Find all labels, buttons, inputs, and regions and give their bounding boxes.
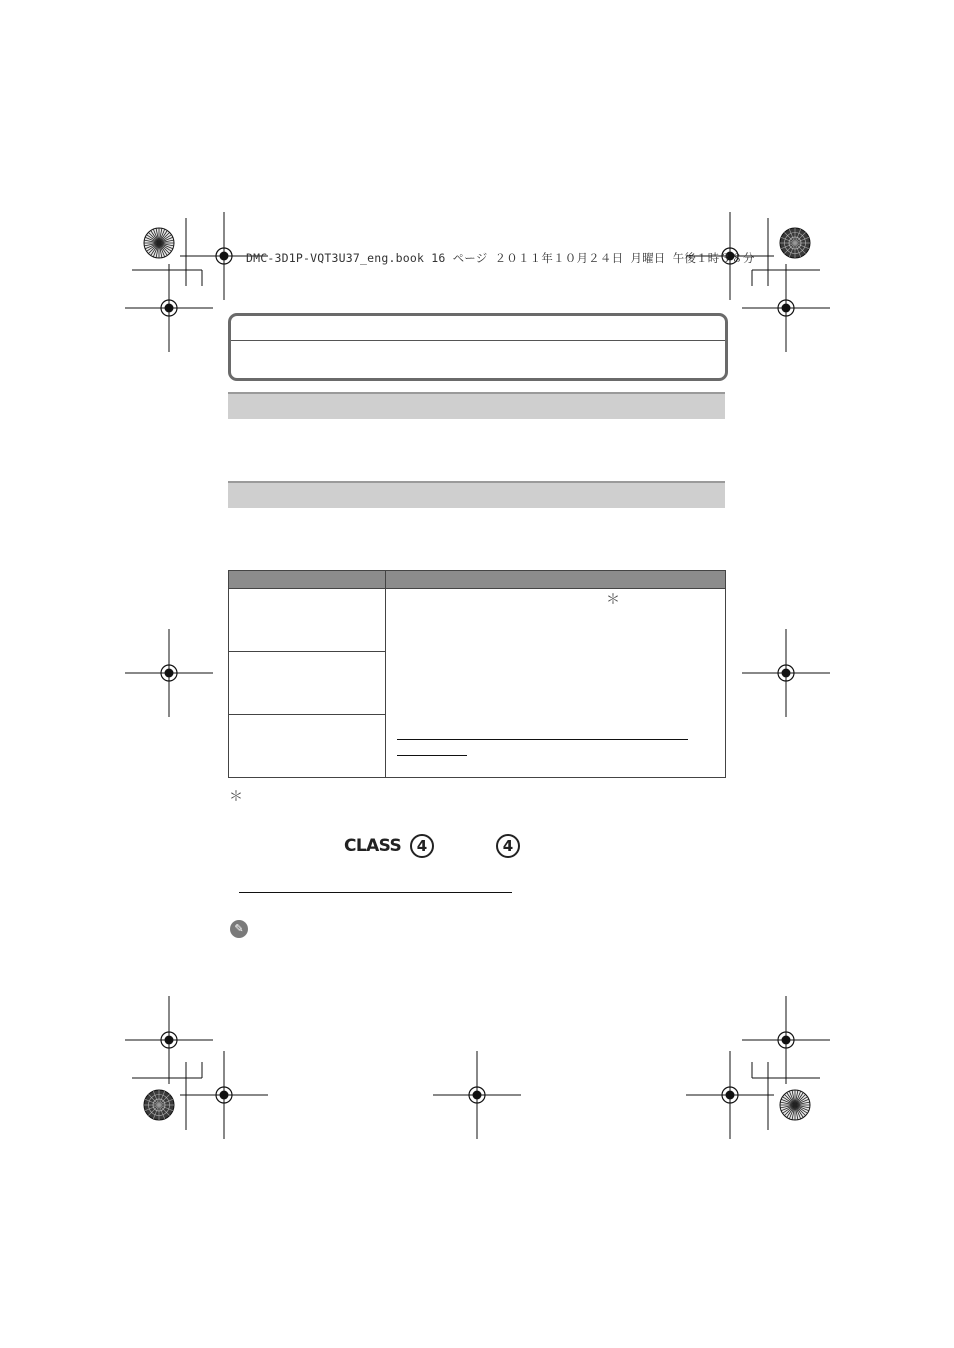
print-header-line: DMC-3D1P-VQT3U37_eng.book 16 ページ ２０１１年１０月２４日 月曜日 午後１時３８分 [246,251,755,265]
table-cell-type [229,715,386,778]
class-logo-number: 4 [410,834,434,858]
card-type-table [228,570,726,778]
website-link-underline[interactable] [239,892,512,893]
class-symbol-logo: 4 [496,834,520,858]
table-header-row [229,571,726,589]
class-logo-text: CLASS [344,836,402,856]
section-heading-band-1 [228,392,725,419]
table-row [229,589,726,652]
pencil-note-icon: ✎ [230,920,248,938]
section-heading-band-2 [228,481,725,508]
table-cell-type [229,589,386,652]
footnote-asterisk: ＊ [229,789,243,805]
link-underline [397,739,688,740]
chapter-title-frame [228,313,728,381]
table-cell-type [229,652,386,715]
table-header-cell-characteristics [386,571,726,589]
footnote-marker: ＊ [606,592,620,608]
table-cell-characteristics [386,589,726,778]
link-underline-continued [397,755,467,756]
table-header-cell-type [229,571,386,589]
title-divider [231,340,725,341]
